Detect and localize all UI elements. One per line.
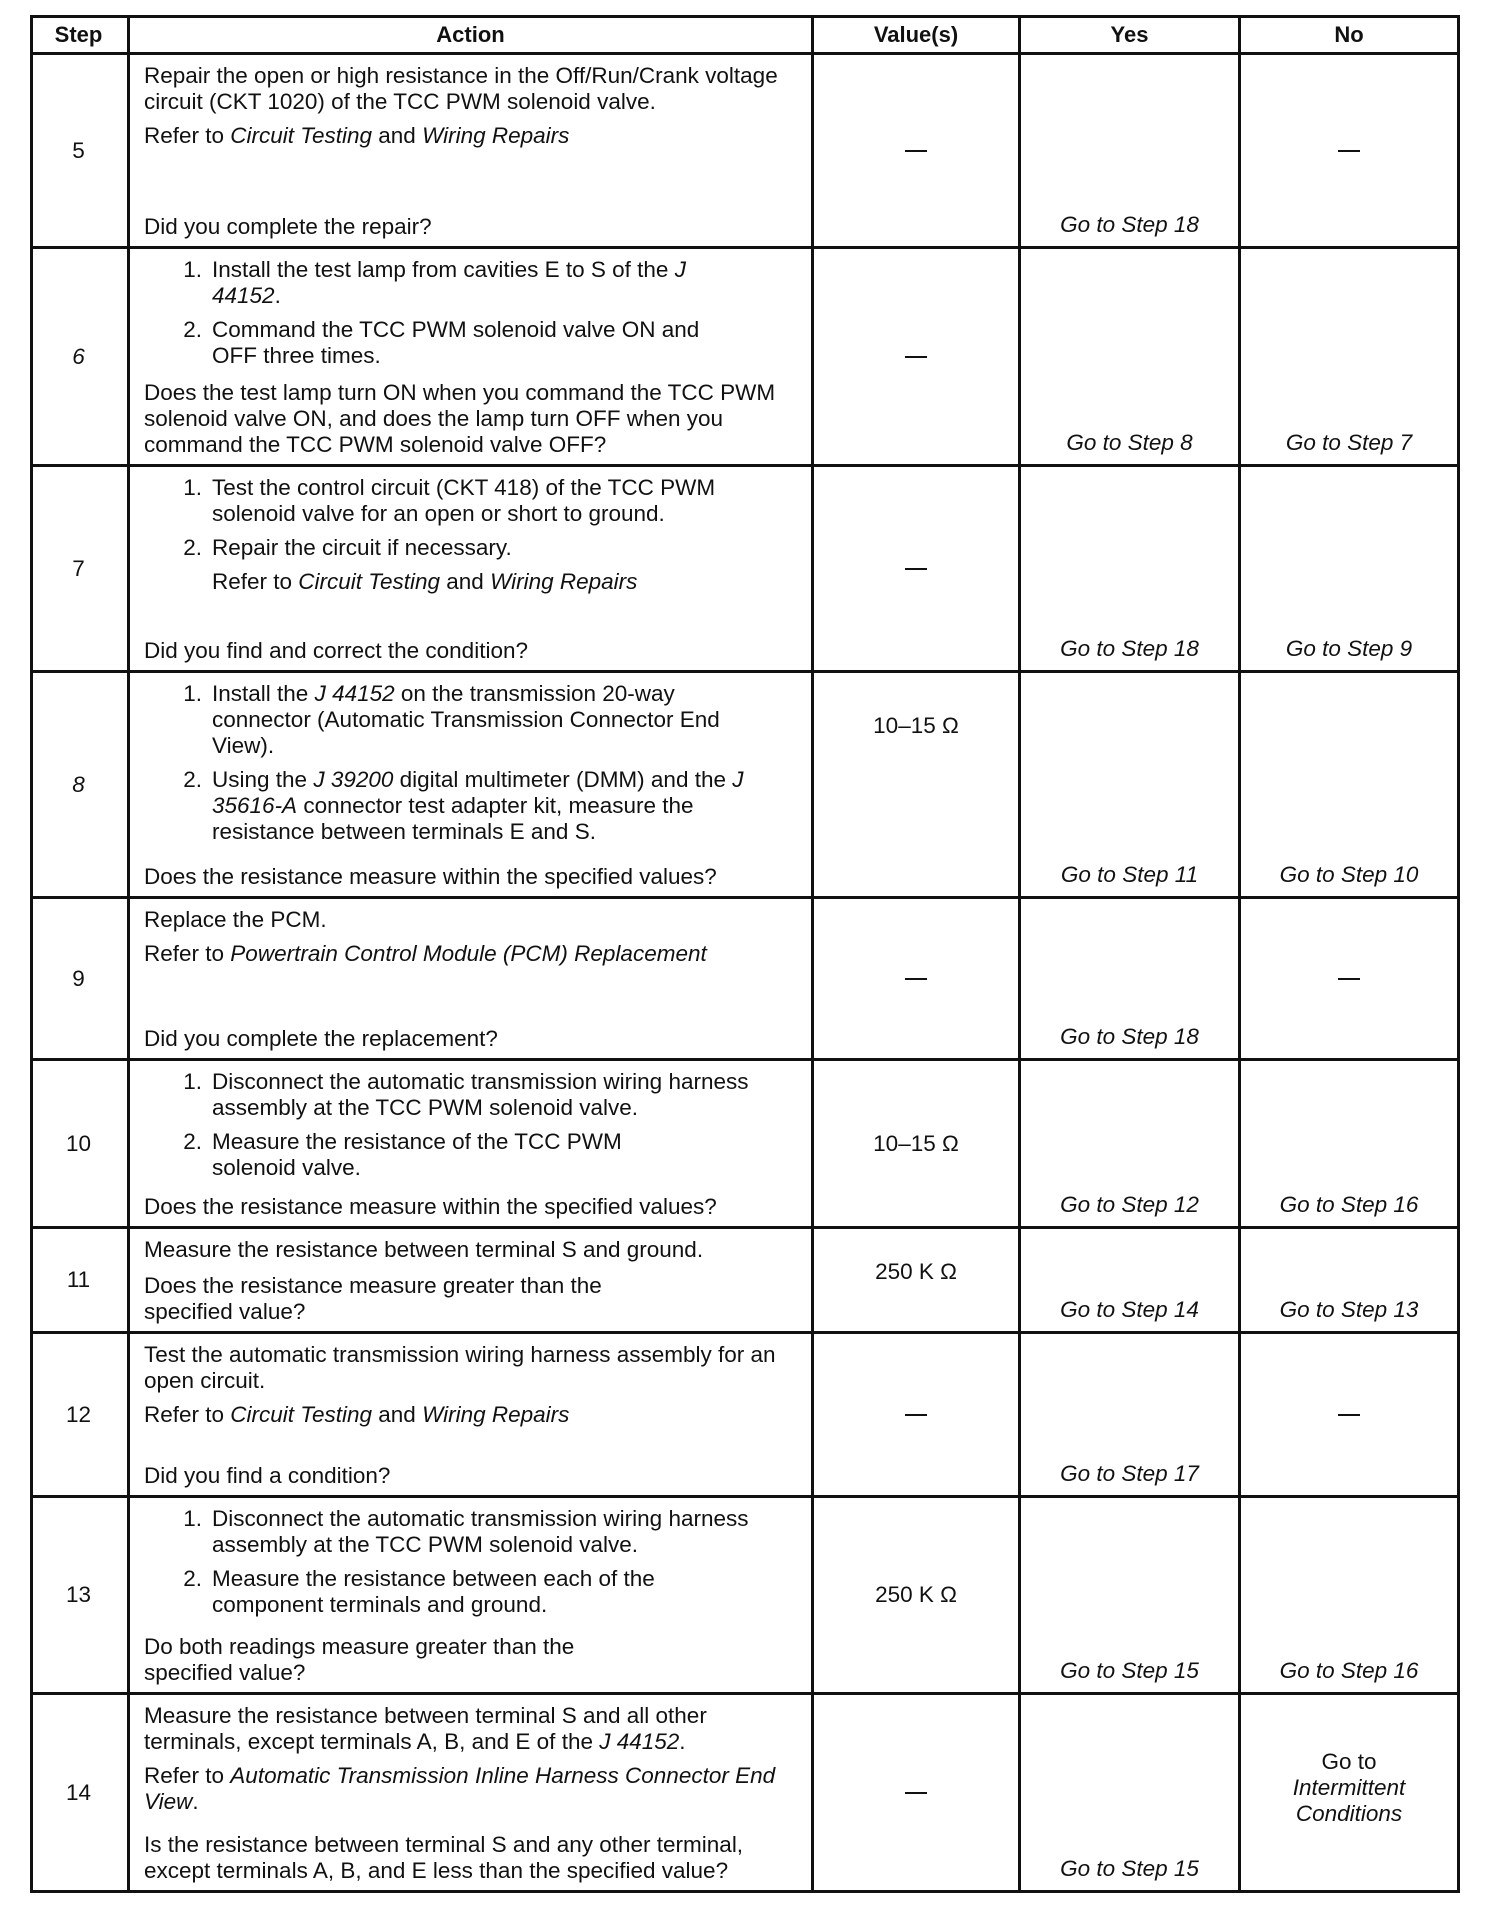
text-fragment: Refer to [212,569,299,594]
action-text: Measure the resistance between terminal S and ground. [144,1237,704,1262]
yes-cell [1021,249,1238,464]
header-yes: Yes [1110,21,1149,47]
goto-link[interactable]: Go to Step 18 [1060,212,1199,237]
action-cell [130,673,811,896]
question-text: Is the resistance between terminal S and any other terminal, except terminals A, B, and E less than the specified value? [144,1832,744,1883]
link-wiring-repairs[interactable]: Wiring Repairs [422,123,570,148]
text-fragment [212,681,801,759]
step-number: 6 [72,343,85,369]
text-fragment: on the transmission 20-way connector (Automatic Transmission Connector End View). [212,681,720,758]
list-item [144,1069,801,1121]
refer-text [144,941,801,967]
text-fragment: 1. [183,681,202,706]
link-circuit-testing[interactable]: Circuit Testing [230,1402,373,1427]
question-text: Did you find a condition? [144,1463,391,1488]
text-fragment: Install the [212,681,315,706]
step-number: 7 [72,555,85,581]
text-fragment: . [274,283,281,308]
goto-link[interactable]: Go to Step 15 [1060,1856,1199,1881]
text-fragment: Refer to [144,941,231,966]
header-no: No [1334,21,1364,47]
goto-link[interactable]: Go to Step 9 [1285,636,1413,661]
text-fragment: 2. [183,317,202,342]
text-fragment: Repair the circuit if necessary. [212,535,512,560]
action-cell [130,1695,811,1890]
action-cell [130,1061,811,1226]
refer-text [144,1763,801,1815]
link-circuit-testing[interactable]: Circuit Testing [298,569,441,594]
no-cell [1241,55,1457,246]
goto-link[interactable]: Go to Step 16 [1279,1658,1419,1683]
link-wiring-repairs[interactable]: Wiring Repairs [422,1402,570,1427]
goto-link[interactable]: Go to Step 8 [1066,430,1193,455]
list-item [144,681,801,759]
no-cell [1241,1061,1457,1226]
step-number: 10 [65,1130,92,1156]
no-cell [1241,899,1457,1058]
question-text: Did you find and correct the condition? [144,638,528,663]
action-cell [130,467,811,670]
value-cell: 250 K Ω [875,1582,957,1607]
no-cell [1241,249,1457,464]
goto-link[interactable]: Go to Step 10 [1279,862,1419,887]
list-item [144,317,801,369]
step-number: 11 [66,1267,91,1292]
text-fragment: . [192,1789,199,1814]
tool-ref: J 35616-A [212,767,744,818]
list-item [144,257,801,309]
link-circuit-testing[interactable]: Circuit Testing [230,123,373,148]
list-item [144,767,801,845]
dash-icon [905,356,927,358]
list-item [144,535,801,561]
action-cell [130,249,811,464]
no-cell [1241,673,1457,896]
tool-ref: J 44152 [212,257,686,308]
text-fragment: 1. [183,1069,202,1094]
step-number: 8 [72,771,85,797]
value-cell [814,1695,1018,1890]
link-pcm-replacement[interactable]: Powertrain Control Module (PCM) Replacement [230,941,707,966]
text-fragment: and [372,1402,423,1427]
value-cell: 10–15 Ω [873,1130,959,1156]
action-text: Test the automatic transmission wiring harness assembly for an open circuit. [144,1342,776,1393]
question-text: Does the resistance measure within the specified values? [144,864,717,889]
value-cell [814,1334,1018,1495]
question-text: Did you complete the replacement? [144,1026,498,1051]
goto-link[interactable]: Go to Step 18 [1060,1024,1199,1049]
action-cell [130,899,811,1058]
goto-link[interactable]: Go to Step 11 [1060,862,1199,887]
refer-text [154,569,801,595]
tool-ref: J 44152 [599,1729,680,1754]
link-connector-end-view[interactable]: Automatic Transmission Inline Harness Connector End View [144,1763,776,1814]
text-fragment: Measure the resistance between terminal S and all other terminals, except terminals A, B, and E of the [144,1703,707,1754]
action-cell [130,55,811,246]
value-cell: 250 K Ω [875,1259,957,1284]
link-wiring-repairs[interactable]: Wiring Repairs [490,569,638,594]
dash-icon [905,1414,927,1416]
yes-cell [1021,1695,1238,1890]
value-cell [814,467,1018,670]
header-values: Value(s) [873,21,959,47]
value-cell: 10–15 Ω [873,713,959,738]
text-fragment: Install the test lamp from cavities E to S of the [212,257,675,282]
goto-link[interactable]: Go to Step 13 [1279,1297,1419,1322]
text-fragment: and [440,569,491,594]
goto-link[interactable]: Go to Step 12 [1060,1192,1199,1217]
yes-cell [1021,467,1238,670]
text-fragment: Refer to [144,1402,231,1427]
list-item [144,1129,801,1181]
header-action: Action [436,21,505,47]
tool-ref: J 44152 [314,681,395,706]
no-cell [1241,1334,1457,1495]
text-fragment: and [372,123,423,148]
action-text [144,1703,801,1755]
text-fragment: Measure the resistance between each of the component terminals and ground. [212,1566,655,1617]
goto-link[interactable]: Go to Step 18 [1060,636,1199,661]
dash-icon [1338,978,1360,980]
text-fragment: . [679,1729,686,1754]
link-intermittent-conditions[interactable]: Intermittent Conditions [1292,1774,1406,1826]
text-fragment: digital multimeter (DMM) and the [393,767,733,792]
refer-text [144,1402,801,1428]
no-cell [1241,467,1457,670]
action-text: Repair the open or high resistance in the Off/Run/Crank voltage circuit (CKT 1020) of the TCC PWM solenoid valve. [144,63,778,114]
yes-cell [1021,1229,1238,1331]
text-fragment: 1. [183,475,202,500]
question-text: Does the resistance measure greater than the specified value? [144,1273,602,1324]
goto-link[interactable]: Go to Step 17 [1060,1461,1199,1486]
text-fragment: Disconnect the automatic transmission wiring harness assembly at the TCC PWM solenoid valve. [212,1069,749,1120]
text-fragment: 1. [183,1506,202,1531]
list-item [144,475,801,527]
question-text: Does the test lamp turn ON when you command the TCC PWM solenoid valve ON, and does the lamp turn OFF when you command the TCC PWM solenoid valve OFF? [144,380,776,457]
step-number: 9 [72,965,85,991]
header-step: Step [54,21,103,47]
action-text: Replace the PCM. [144,907,327,932]
text-fragment: Measure the resistance of the TCC PWM solenoid valve. [212,1129,622,1180]
text-fragment: Command the TCC PWM solenoid valve ON and OFF three times. [212,317,700,368]
text-fragment: 2. [183,535,202,560]
no-cell [1241,1695,1457,1890]
question-text: Does the resistance measure within the specified values? [144,1194,717,1219]
yes-cell [1021,55,1238,246]
question-text: Do both readings measure greater than the specified value? [144,1634,575,1685]
goto-link[interactable]: Go to Step 16 [1279,1192,1419,1217]
dash-icon [1338,150,1360,152]
goto-link[interactable]: Go to Step 14 [1060,1297,1199,1322]
text-fragment: 2. [183,1129,202,1154]
goto-link[interactable]: Go to Step 15 [1060,1658,1199,1683]
dash-icon [905,978,927,980]
step-number: 14 [65,1779,92,1805]
list-item [144,1566,801,1618]
text-fragment: connector test adapter kit, measure the resistance between terminals E and S. [212,793,694,844]
text-fragment: Test the control circuit (CKT 418) of the TCC PWM solenoid valve for an open or short to ground. [212,475,716,526]
no-cell [1241,1498,1457,1692]
dash-icon [905,1792,927,1794]
step-number: 12 [65,1401,92,1427]
yes-cell [1021,899,1238,1058]
yes-cell [1021,1061,1238,1226]
goto-prefix: Go to [1321,1748,1377,1774]
text-fragment: Refer to [144,1763,231,1788]
goto-link[interactable]: Go to Step 7 [1285,430,1413,455]
step-number: 13 [65,1582,92,1607]
value-cell [814,899,1018,1058]
yes-cell [1021,1334,1238,1495]
step-number: 5 [72,137,85,163]
action-cell [130,1229,811,1331]
value-cell [814,55,1018,246]
question-text: Did you complete the repair? [144,214,432,239]
dash-icon [905,568,927,570]
text-fragment [212,257,801,309]
tool-ref: J 39200 [313,767,394,792]
list-item [144,1506,801,1558]
text-fragment: 1. [183,257,202,282]
text-fragment: 2. [183,767,202,792]
yes-cell [1021,673,1238,896]
dash-icon [905,150,927,152]
action-cell [130,1498,811,1692]
text-fragment: Disconnect the automatic transmission wiring harness assembly at the TCC PWM solenoid valve. [212,1506,749,1557]
refer-text [144,123,801,149]
text-fragment: Using the [212,767,314,792]
dash-icon [1338,1414,1360,1416]
text-fragment: 2. [183,1566,202,1591]
yes-cell [1021,1498,1238,1692]
no-cell [1241,1229,1457,1331]
text-fragment: Refer to [144,123,231,148]
value-cell [814,249,1018,464]
text-fragment [212,767,801,845]
action-cell [130,1334,811,1495]
